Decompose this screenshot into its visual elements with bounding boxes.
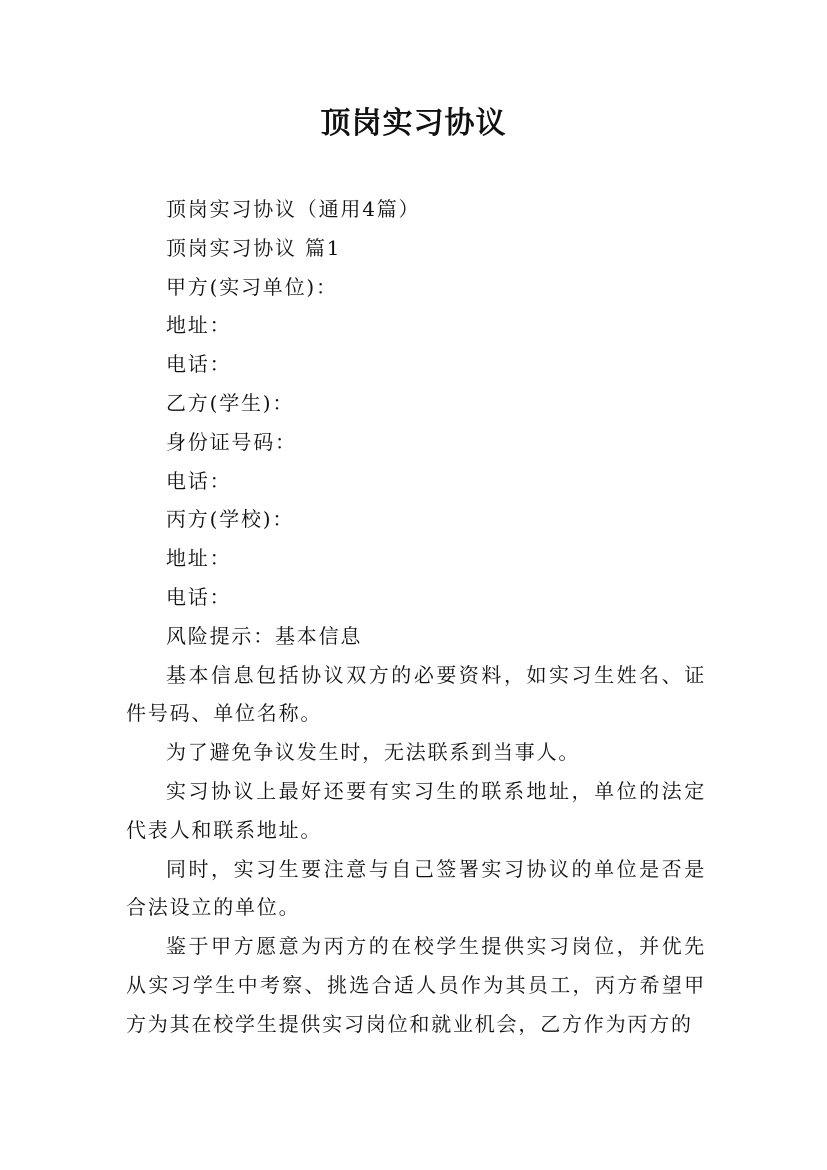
paragraph-party-c: 丙方(学校)：: [166, 507, 295, 532]
document-body: [126, 190, 706, 1044]
paragraph-party-a-phone: 电话：: [166, 352, 232, 377]
paragraph-party-a: 甲方(实习单位)：: [166, 274, 338, 299]
paragraph-section-heading: 顶岗实习协议 篇1: [166, 235, 342, 260]
paragraph-party-b-phone: 电话：: [166, 468, 232, 493]
document-title: 顶岗实习协议: [320, 106, 507, 141]
paragraph-subtitle: 顶岗实习协议（通用4篇）: [166, 197, 421, 221]
paragraph-risk-contact: 为了避免争议发生时，无法联系到当事人。: [166, 740, 581, 765]
paragraph-risk-basic-info: 基本信息包括协议双方的必要资料，如实习生姓名、证件号码、单位名称。: [126, 662, 706, 726]
paragraph-preamble: 鉴于甲方愿意为丙方的在校学生提供实习岗位，并优先从实习学生中考察、挑选合适人员作为其员工，丙方希望甲方为其在校学生提供实习岗位和就业机会，乙方作为丙方的: [126, 934, 706, 1036]
paragraph-party-c-phone: 电话：: [166, 584, 232, 609]
paragraph-party-c-address: 地址：: [166, 546, 232, 571]
paragraph-risk-legal-entity: 同时，实习生要注意与自己签署实习协议的单位是否是合法设立的单位。: [126, 856, 706, 920]
paragraph-party-b-id-number: 身份证号码：: [166, 429, 297, 454]
paragraph-risk-address: 实习协议上最好还要有实习生的联系地址，单位的法定代表人和联系地址。: [126, 778, 706, 842]
paragraph-party-b: 乙方(学生)：: [166, 390, 295, 415]
paragraph-party-a-address: 地址：: [166, 313, 232, 338]
paragraph-risk-heading: 风险提示：基本信息: [166, 623, 363, 648]
